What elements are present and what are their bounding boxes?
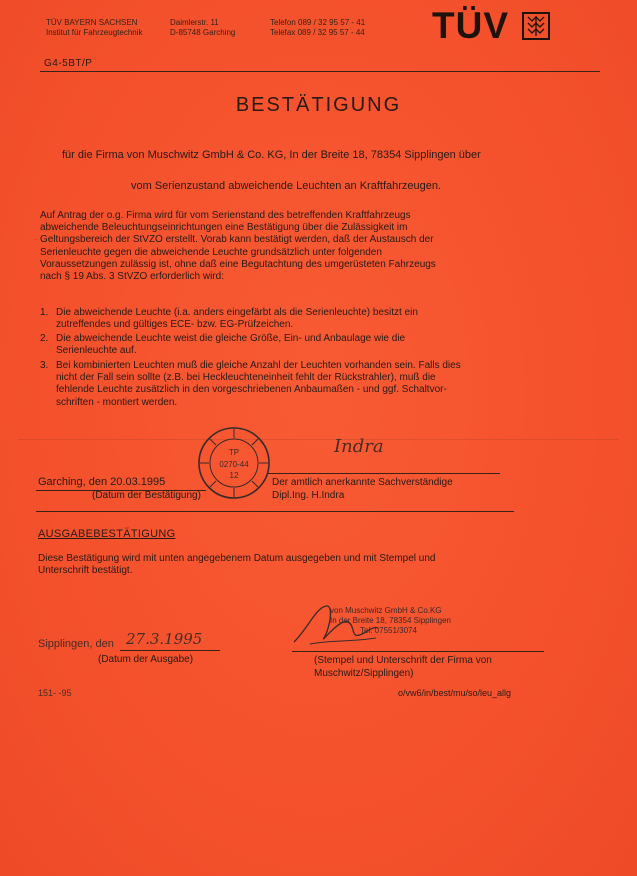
intro-line: Serienleuchte gegen die abweichende Leuchte grundsätzlich unter folgenden [40,246,382,258]
company-stamp-line: Tel. 07551/3074 [360,626,417,635]
condition-line: Die abweichende Leuchte weist die gleiche Größe, Ein- und Anbaulage wie die [56,333,406,344]
condition-text [56,307,418,331]
intro-line: Geltungsbereich der StVZO erstellt. Vorab kann bestätigt werden, daß der Austausch der [40,234,434,246]
issue-place-date: Garching, den 20.03.1995 [38,476,166,488]
intro-paragraph [40,210,436,283]
intro-line: Voraussetzungen zulässig ist, ohne daß eine Begutachtung des umgerüsteten Fahrzeugs [40,258,436,270]
issue-date-rule-2 [120,650,220,651]
intro-line: abweichende Beleuchtungseinrichtungen eine Bestätigung über die Zulässigkeit im [40,222,408,234]
issue-place-label: Sipplingen, den [38,638,114,650]
stamp-code-mid: 0270-44 [219,460,249,469]
condition-line: Serienleuchte auf. [56,345,137,357]
condition-line: Die abweichende Leuchte (i.a. anders eingefärbt als die Serienleuchte) besitzt ein [56,307,418,318]
condition-number: 1. [40,307,49,318]
issuance-title: AUSGABEBESTÄTIGUNG [38,528,176,540]
expert-name: Dipl.Ing. H.Indra [272,490,345,501]
company-caption-line2: Muschwitz/Sipplingen) [314,668,414,679]
stamp-code-bot: 12 [229,471,239,480]
header-org-line2: Institut für Fahrzeugtechnik [46,28,143,37]
condition-line: nicht der Fall sein sollte (z.B. bei Heckleuchteneinheit fehlt der Rückstrahler), muß die [56,372,436,384]
issuance-line: Unterschrift bestätigt. [38,565,133,577]
header-address-line1: Daimlerstr. 11 [170,18,219,27]
company-caption-line1: (Stempel und Unterschrift der Firma von [314,655,492,666]
tuv-emblem-icon [522,12,550,40]
section-divider [36,511,514,512]
tuv-logo: TÜV [432,5,509,46]
condition-text [56,333,405,357]
subject-line: vom Serienzustand abweichende Leuchten an Kraftfahrzeugen. [131,180,442,192]
issue-date-caption: (Datum der Bestätigung) [92,490,201,501]
expert-role: Der amtlich anerkannte Sachverständige [272,477,453,488]
header-divider [40,71,600,72]
company-signature-rule [292,651,544,652]
issue-handwritten-date: 27.3.1995 [126,630,203,648]
footer-file-path: o/vw6/in/best/mu/so/leu_allg [398,688,512,698]
document-title: BESTÄTIGUNG [235,94,402,116]
document-number: G4-5BT/P [44,58,93,69]
condition-number: 3. [40,360,49,371]
condition-line: zutreffendes und gültiges ECE- bzw. EG-Prüfzeichen. [56,319,294,331]
paper-fold-line [18,439,618,440]
issuer-signature: Indra [334,436,384,457]
issuance-line: Diese Bestätigung wird mit unten angegebenem Datum ausgegeben und mit Stempel und [38,553,436,564]
condition-line: Bei kombinierten Leuchten muß die gleiche Anzahl der Leuchten vorhanden sein. Falls dies [56,360,461,371]
issuance-date-caption: (Datum der Ausgabe) [98,654,194,665]
stamp-code-top: TP [228,448,240,457]
header-address-line2: D-85748 Garching [170,28,236,37]
official-stamp [196,425,272,501]
company-line: für die Firma von Muschwitz GmbH & Co. KG, In der Breite 18, 78354 Sipplingen über [62,149,481,161]
intro-line: nach § 19 Abs. 3 StVZO erforderlich wird: [40,271,224,283]
expert-signature-rule [268,473,500,474]
company-stamp-line: von Muschwitz GmbH & Co.KG [330,606,442,615]
header-org-line1: TÜV BAYERN SACHSEN [46,18,138,27]
issuance-paragraph [38,553,435,577]
intro-line: Auf Antrag der o.g. Firma wird für vom Serienstand des betreffenden Kraftfahrzeugs [40,210,411,221]
footer-reference: 151- -95 [38,688,72,698]
header-fax: Telefax 089 / 32 95 57 - 44 [270,28,365,37]
condition-number: 2. [40,333,49,344]
condition-text [56,360,461,409]
condition-line: fehlende Leuchte zusätzlich in den vorgeschriebenen Anbaumaßen - und ggf. Schaltvor- [56,384,447,396]
header-phone: Telefon 089 / 32 95 57 - 41 [270,18,366,27]
condition-line: schriften - montiert werden. [56,396,178,408]
company-signature-scribble [290,598,380,650]
company-stamp-line: In der Breite 18, 78354 Sipplingen [330,616,451,625]
